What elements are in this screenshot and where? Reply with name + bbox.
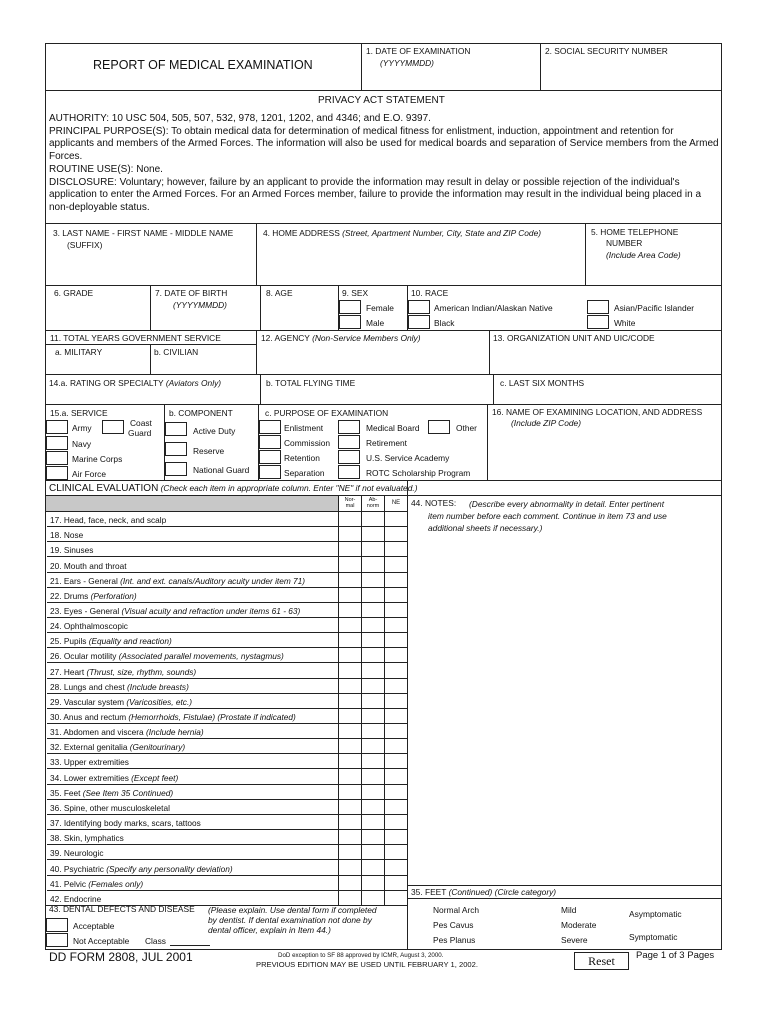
normal-cell[interactable] (338, 739, 362, 754)
abnormal-cell[interactable] (361, 754, 385, 769)
normal-cell[interactable] (338, 709, 362, 724)
clinical-row-label: 29. Vascular system (Varicosities, etc.) (50, 696, 193, 707)
separation-label: Separation (284, 468, 325, 478)
notes-area[interactable] (408, 535, 721, 885)
active-duty-checkbox[interactable] (165, 422, 187, 436)
race-black-checkbox[interactable] (408, 315, 430, 329)
ne-cell[interactable] (384, 512, 408, 527)
race-white-checkbox[interactable] (587, 315, 609, 329)
civilian-years-field[interactable] (151, 358, 255, 373)
dental-class-label: Class (145, 936, 166, 946)
clinical-row-label: 17. Head, face, neck, and scalp (50, 515, 167, 525)
clinical-row-label: 34. Lower extremities (Except feet) (50, 772, 179, 783)
enlistment-checkbox[interactable] (259, 420, 281, 434)
privacy-authority: AUTHORITY: 10 USC 504, 505, 507, 532, 978, 1201, 1202, and 4346; and E.O. 9397. (49, 113, 431, 124)
normal-cell[interactable] (338, 588, 362, 603)
race-label: 10. RACE (411, 288, 449, 298)
abnormal-cell[interactable] (361, 709, 385, 724)
agency-label: 12. AGENCY (Non-Service Members Only) (261, 333, 421, 343)
service-label: 15.a. SERVICE (50, 408, 108, 418)
ne-cell[interactable] (384, 709, 408, 724)
usna-checkbox[interactable] (338, 450, 360, 464)
flying-time-field[interactable] (261, 390, 492, 403)
clinical-row (47, 512, 407, 527)
race-white-label: White (614, 318, 636, 328)
medical-board-checkbox[interactable] (338, 420, 360, 434)
clinical-row (47, 633, 407, 648)
abnormal-cell[interactable] (361, 830, 385, 845)
home-address-label: 4. HOME ADDRESS (Street, Apartment Number, City, State and ZIP Code) (263, 228, 542, 238)
clinical-row-label: 36. Spine, other musculoskeletal (50, 802, 170, 813)
feet-label: 35. FEET (Continued) (Circle category) (411, 887, 557, 897)
abnormal-cell[interactable] (361, 815, 385, 830)
race-asian-checkbox[interactable] (587, 300, 609, 314)
retirement-label: Retirement (366, 438, 407, 448)
abnormal-cell[interactable] (361, 770, 385, 785)
navy-label: Navy (72, 439, 92, 449)
normal-cell[interactable] (338, 679, 362, 694)
abnormal-cell[interactable] (361, 648, 385, 663)
retention-checkbox[interactable] (259, 450, 281, 464)
clinical-row-label: 27. Heart (Thrust, size, rhythm, sounds) (50, 666, 197, 677)
dental-instr-2: by dentist. If dental examination not done by (208, 915, 372, 925)
normal-cell[interactable] (338, 845, 362, 860)
clinical-row-label: 18. Nose (50, 530, 84, 541)
suffix-label: (SUFFIX) (67, 240, 103, 250)
pes-planus-option[interactable]: Pes Planus (433, 935, 476, 945)
enlistment-label: Enlistment (284, 423, 324, 433)
normal-cell[interactable] (338, 754, 362, 769)
normal-cell[interactable] (338, 891, 362, 906)
normal-cell[interactable] (338, 724, 362, 739)
clinical-row (47, 724, 407, 739)
normal-cell[interactable] (338, 527, 362, 542)
reserve-label: Reserve (193, 446, 225, 456)
clinical-row (47, 542, 407, 557)
clinical-row (47, 800, 407, 815)
clinical-row-label: 28. Lungs and chest (Include breasts) (50, 681, 189, 692)
dental-class-field[interactable] (170, 945, 210, 946)
ne-cell[interactable] (384, 876, 408, 891)
rotc-checkbox[interactable] (338, 465, 360, 479)
ne-cell[interactable] (384, 815, 408, 830)
date-format-label: (YYYYMMDD) (380, 58, 434, 68)
separation-checkbox[interactable] (259, 465, 281, 479)
abnormal-cell[interactable] (361, 558, 385, 573)
clinical-row-label: 35. Feet (See Item 35 Continued) (50, 787, 174, 798)
clinical-row (47, 861, 407, 876)
ne-cell[interactable] (384, 724, 408, 739)
dental-not-acceptable-checkbox[interactable] (46, 933, 68, 947)
purpose-label: c. PURPOSE OF EXAMINATION (265, 408, 389, 418)
marine-checkbox[interactable] (46, 451, 68, 465)
normal-cell[interactable] (338, 861, 362, 876)
race-black-label: Black (434, 318, 455, 328)
ne-cell[interactable] (384, 603, 408, 618)
dob-field[interactable] (151, 312, 259, 329)
rating-label: 14.a. RATING OR SPECIALTY (Aviators Only) (49, 378, 222, 388)
abnormal-cell[interactable] (361, 724, 385, 739)
clinical-row (47, 770, 407, 785)
ne-cell[interactable] (384, 679, 408, 694)
male-label: Male (366, 318, 385, 328)
national-guard-label: National Guard (193, 465, 250, 475)
grade-label: 6. GRADE (54, 288, 94, 298)
clinical-row (47, 694, 407, 709)
abnormal-cell[interactable] (361, 527, 385, 542)
clinical-row-label: 39. Neurologic (50, 848, 104, 859)
col-normal-header: Nor- mal (344, 497, 356, 509)
ne-cell[interactable] (384, 739, 408, 754)
clinical-row-label: 41. Pelvic (Females only) (50, 878, 144, 889)
reset-button[interactable]: Reset (574, 952, 629, 970)
exam-location-hint: (Include ZIP Code) (511, 418, 581, 428)
clinical-row (47, 709, 407, 724)
reserve-checkbox[interactable] (165, 442, 187, 456)
navy-checkbox[interactable] (46, 436, 68, 450)
commission-checkbox[interactable] (259, 435, 281, 449)
normal-cell[interactable] (338, 558, 362, 573)
dob-label: 7. DATE OF BIRTH (155, 288, 228, 298)
privacy-disclosure: DISCLOSURE: Voluntary; however, failure by an applicant to provide the information may result in delay or possible rejection of the individual's application to enter the Armed Forces. For an Armed Forces member, failure to provide the information may result in the individual being placed in a non-deployable status. (49, 177, 702, 213)
clinical-row (47, 648, 407, 663)
normal-cell[interactable] (338, 664, 362, 679)
clinical-row-label: 19. Sinuses (50, 545, 94, 556)
asymptomatic-option[interactable]: Asymptomatic (629, 909, 682, 919)
abnormal-cell[interactable] (361, 876, 385, 891)
clinical-row (47, 754, 407, 769)
dental-instr-1: (Please explain. Use dental form if completed (208, 905, 377, 915)
normal-cell[interactable] (338, 633, 362, 648)
ne-cell[interactable] (384, 648, 408, 663)
clinical-row (47, 739, 407, 754)
ne-cell[interactable] (384, 588, 408, 603)
component-label: b. COMPONENT (169, 408, 233, 418)
airforce-checkbox[interactable] (46, 466, 68, 480)
normal-cell[interactable] (338, 618, 362, 633)
dental-label: 43. DENTAL DEFECTS AND DISEASE (49, 904, 195, 914)
home-phone-field[interactable] (586, 262, 721, 284)
national-guard-checkbox[interactable] (165, 462, 187, 476)
clinical-row-label: 22. Drums (Perforation) (50, 590, 137, 601)
exam-location-label: 16. NAME OF EXAMINING LOCATION, AND ADDRESS (492, 407, 703, 417)
clinical-title: CLINICAL EVALUATION (Check each item in appropriate column. Enter "NE" if not evaluated.) (49, 483, 418, 494)
ssn-field[interactable] (541, 58, 721, 89)
clinical-row (47, 588, 407, 603)
ne-cell[interactable] (384, 542, 408, 557)
home-phone-label-2: NUMBER (606, 238, 643, 248)
military-label: a. MILITARY (55, 347, 103, 357)
retention-label: Retention (284, 453, 320, 463)
normal-arch-option[interactable]: Normal Arch (433, 905, 480, 915)
age-label: 8. AGE (266, 288, 293, 298)
clinical-row (47, 845, 407, 860)
agency-field[interactable] (257, 345, 488, 373)
female-checkbox[interactable] (339, 300, 361, 314)
normal-cell[interactable] (338, 815, 362, 830)
military-years-field[interactable] (46, 358, 149, 373)
clinical-row-label: 32. External genitalia (Genitourinary) (50, 742, 186, 753)
abnormal-cell[interactable] (361, 633, 385, 648)
army-label: Army (72, 423, 92, 433)
clinical-header-shade (46, 496, 338, 511)
last-six-months-label: c. LAST SIX MONTHS (500, 378, 585, 388)
other-checkbox[interactable] (428, 420, 450, 434)
privacy-heading: PRIVACY ACT STATEMENT (318, 95, 445, 106)
clinical-row-label: 31. Abdomen and viscera (Include hernia) (50, 727, 204, 738)
ne-cell[interactable] (384, 573, 408, 588)
ne-cell[interactable] (384, 891, 408, 906)
clinical-row (47, 558, 407, 573)
normal-cell[interactable] (338, 573, 362, 588)
abnormal-cell[interactable] (361, 785, 385, 800)
medical-board-label: Medical Board (366, 423, 420, 433)
abnormal-cell[interactable] (361, 588, 385, 603)
abnormal-cell[interactable] (361, 739, 385, 754)
marine-label: Marine Corps (72, 454, 123, 464)
clinical-row-label: 20. Mouth and throat (50, 560, 127, 571)
clinical-row (47, 876, 407, 891)
form-title: REPORT OF MEDICAL EXAMINATION (93, 58, 313, 72)
exam-location-field[interactable] (488, 430, 721, 479)
clinical-row-label: 33. Upper extremities (50, 757, 129, 768)
abnormal-cell[interactable] (361, 512, 385, 527)
ne-cell[interactable] (384, 830, 408, 845)
commission-label: Commission (284, 438, 331, 448)
pes-cavus-option[interactable]: Pes Cavus (433, 920, 474, 930)
abnormal-cell[interactable] (361, 664, 385, 679)
privacy-routine: ROUTINE USE(S): None. (49, 164, 163, 175)
form-number: DD FORM 2808, JUL 2001 (49, 950, 193, 964)
gov-service-label: 11. TOTAL YEARS GOVERNMENT SERVICE (50, 333, 221, 343)
ne-cell[interactable] (384, 527, 408, 542)
col-ne-header: NE (391, 500, 401, 506)
abnormal-cell[interactable] (361, 542, 385, 557)
ne-cell[interactable] (384, 694, 408, 709)
coast-guard-checkbox[interactable] (102, 420, 124, 434)
privacy-purpose: PRINCIPAL PURPOSE(S): To obtain medical data for determination of medical fitness for enlistment, induction, appointment and retention for applicants and members of the Armed Forces. The information will also be used for medical boards and separation of Service members from the Armed Forces. (49, 126, 719, 162)
clinical-row-label: 21. Ears - General (Int. and ext. canals/Auditory acuity under item 71) (50, 575, 306, 586)
clinical-row-label: 23. Eyes - General (Visual acuity and refraction under items 61 - 63) (50, 605, 301, 616)
sex-label: 9. SEX (342, 288, 369, 298)
dental-instr-3: dental officer, explain in Item 44.) (208, 925, 331, 935)
abnormal-cell[interactable] (361, 679, 385, 694)
retirement-checkbox[interactable] (338, 435, 360, 449)
date-of-exam-field[interactable] (362, 70, 539, 89)
clinical-row-label: 24. Ophthalmoscopic (50, 621, 128, 631)
civilian-label: b. CIVILIAN (154, 347, 199, 357)
race-asian-label: Asian/Pacific Islander (614, 303, 695, 313)
normal-cell[interactable] (338, 542, 362, 557)
normal-cell[interactable] (338, 512, 362, 527)
rating-field[interactable] (46, 390, 259, 403)
clinical-row (47, 603, 407, 618)
female-label: Female (366, 303, 394, 313)
clinical-row-label: 30. Anus and rectum (Hemorrhoids, Fistulae) (Prostate if indicated) (50, 712, 296, 722)
clinical-row-label: 25. Pupils (Equality and reaction) (50, 636, 172, 647)
normal-cell[interactable] (338, 800, 362, 815)
col-abnormal-header: Ab- norm (366, 497, 380, 509)
dental-acceptable-checkbox[interactable] (46, 918, 68, 932)
rotc-label: ROTC Scholarship Program (366, 468, 471, 478)
notes-label: 44. NOTES: (411, 498, 457, 508)
ne-cell[interactable] (384, 785, 408, 800)
abnormal-cell[interactable] (361, 845, 385, 860)
org-unit-label: 13. ORGANIZATION UNIT AND UIC/CODE (493, 333, 655, 343)
abnormal-cell[interactable] (361, 891, 385, 906)
clinical-row-label: 40. Psychiatric (Specify any personality deviation) (50, 863, 233, 874)
ne-cell[interactable] (384, 664, 408, 679)
ne-cell[interactable] (384, 845, 408, 860)
home-phone-hint: (Include Area Code) (606, 250, 681, 260)
army-checkbox[interactable] (46, 420, 68, 434)
dental-not-acceptable-label: Not Acceptable (73, 936, 130, 946)
normal-cell[interactable] (338, 830, 362, 845)
date-of-exam-label: 1. DATE OF EXAMINATION (366, 46, 471, 56)
clinical-row (47, 618, 407, 633)
symptomatic-option[interactable]: Symptomatic (629, 932, 678, 942)
clinical-row-label: 37. Identifying body marks, scars, tattoos (50, 818, 201, 828)
abnormal-cell[interactable] (361, 694, 385, 709)
clinical-row (47, 785, 407, 800)
dental-acceptable-label: Acceptable (73, 921, 115, 931)
male-checkbox[interactable] (339, 315, 361, 329)
age-field[interactable] (261, 300, 337, 329)
guard-label: Guard (128, 428, 152, 438)
normal-cell[interactable] (338, 603, 362, 618)
last-six-months-field[interactable] (494, 390, 721, 403)
ssn-label: 2. SOCIAL SECURITY NUMBER (545, 46, 668, 56)
clinical-row (47, 573, 407, 588)
clinical-row (47, 664, 407, 679)
clinical-row (47, 679, 407, 694)
normal-cell[interactable] (338, 648, 362, 663)
clinical-row (47, 830, 407, 845)
mild-option[interactable]: Mild (561, 905, 577, 915)
org-unit-field[interactable] (490, 345, 721, 373)
ne-cell[interactable] (384, 558, 408, 573)
normal-cell[interactable] (338, 876, 362, 891)
ne-cell[interactable] (384, 633, 408, 648)
clinical-row (47, 815, 407, 830)
ne-cell[interactable] (384, 754, 408, 769)
active-duty-label: Active Duty (193, 426, 236, 436)
ne-cell[interactable] (384, 861, 408, 876)
sf88-exception: DoD exception to SF 88 approved by ICMR, August 3, 2000. (278, 952, 444, 959)
clinical-row (47, 527, 407, 542)
abnormal-cell[interactable] (361, 573, 385, 588)
airforce-label: Air Force (72, 469, 106, 479)
race-ai-checkbox[interactable] (408, 300, 430, 314)
abnormal-cell[interactable] (361, 603, 385, 618)
clinical-row-label: 42. Endocrine (50, 893, 102, 904)
home-address-field[interactable] (257, 240, 584, 284)
name-field[interactable] (46, 252, 255, 284)
clinical-row-label: 38. Skin, lymphatics (50, 833, 124, 844)
ne-cell[interactable] (384, 618, 408, 633)
abnormal-cell[interactable] (361, 861, 385, 876)
normal-cell[interactable] (338, 785, 362, 800)
ne-cell[interactable] (384, 800, 408, 815)
name-label: 3. LAST NAME - FIRST NAME - MIDDLE NAME (53, 228, 234, 238)
coast-label: Coast (130, 418, 152, 428)
moderate-option[interactable]: Moderate (561, 920, 597, 930)
page-number: Page 1 of 3 Pages (636, 950, 715, 961)
dob-format: (YYYYMMDD) (173, 300, 227, 310)
home-phone-label: 5. HOME TELEPHONE (591, 227, 679, 237)
clinical-row-label: 26. Ocular motility (Associated parallel movements, nystagmus) (50, 651, 284, 662)
abnormal-cell[interactable] (361, 618, 385, 633)
previous-edition: PREVIOUS EDITION MAY BE USED UNTIL FEBRUARY 1, 2002. (256, 960, 478, 969)
ne-cell[interactable] (384, 770, 408, 785)
usna-label: U.S. Service Academy (366, 453, 450, 463)
flying-time-label: b. TOTAL FLYING TIME (266, 378, 356, 388)
notes-instructions: (Describe every abnormality in detail. Enter pertinent item number before each comment. Continue in item 73 and use additional sheets if necessary.) (428, 499, 667, 533)
severe-option[interactable]: Severe (561, 935, 588, 945)
normal-cell[interactable] (338, 770, 362, 785)
abnormal-cell[interactable] (361, 800, 385, 815)
normal-cell[interactable] (338, 694, 362, 709)
grade-field[interactable] (46, 300, 149, 329)
other-label: Other (456, 423, 477, 433)
race-ai-label: American Indian/Alaskan Native (434, 303, 553, 313)
